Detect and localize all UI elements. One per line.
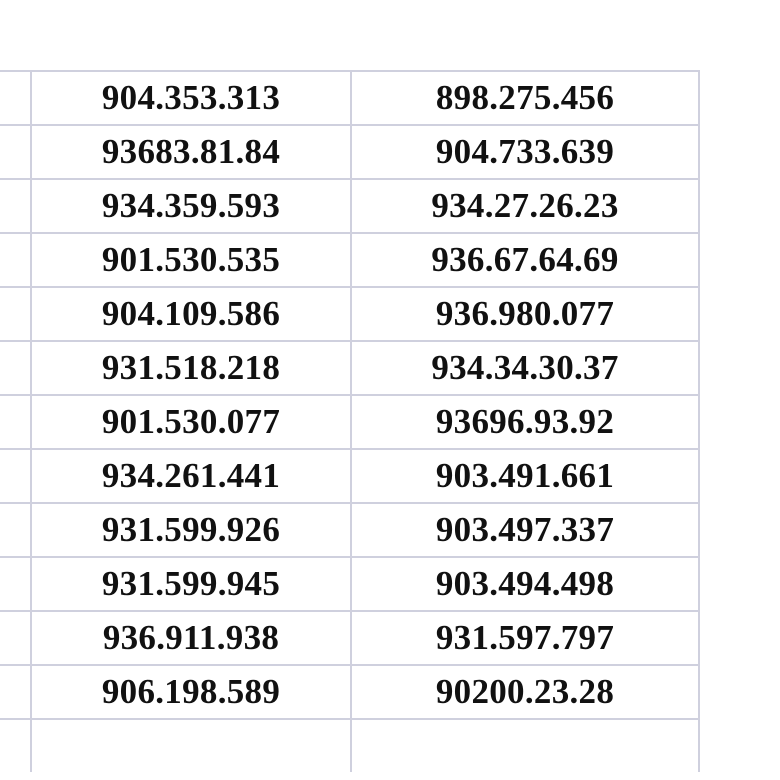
table-row [0, 395, 699, 449]
table-cell-col-b[interactable]: 903.494.498 [351, 557, 699, 611]
table-cell-col-a[interactable]: 93683.81.84 [31, 125, 351, 179]
table-cell-col-b[interactable]: 90200.23.28 [351, 665, 699, 719]
row-edge-cell[interactable] [0, 503, 31, 557]
row-edge-cell[interactable] [0, 71, 31, 125]
row-edge-cell[interactable] [0, 395, 31, 449]
table-row [0, 179, 699, 233]
table-row [0, 125, 699, 179]
table-cell-col-a[interactable]: 931.518.218 [31, 341, 351, 395]
table-cell-col-b[interactable]: 936.980.077 [351, 287, 699, 341]
row-edge-cell[interactable] [0, 557, 31, 611]
row-edge-cell[interactable] [0, 287, 31, 341]
table-row [0, 449, 699, 503]
table-cell-col-a[interactable]: 904.109.586 [31, 287, 351, 341]
phone-number-table [0, 70, 700, 772]
table-cell-col-b[interactable]: 934.34.30.37 [351, 341, 699, 395]
table-row [0, 233, 699, 287]
row-edge-cell[interactable] [0, 179, 31, 233]
table-cell-col-b[interactable]: 903.497.337 [351, 503, 699, 557]
row-edge-cell[interactable] [0, 719, 31, 772]
table-cell-col-a[interactable]: 931.599.926 [31, 503, 351, 557]
row-edge-cell[interactable] [0, 665, 31, 719]
table-row [0, 341, 699, 395]
table-cell-col-a[interactable] [31, 719, 351, 772]
row-edge-cell[interactable] [0, 611, 31, 665]
table-row [0, 71, 699, 125]
table-cell-col-b[interactable]: 898.275.456 [351, 71, 699, 125]
empty-table-row [0, 719, 699, 772]
table-row [0, 557, 699, 611]
table-cell-col-b[interactable] [351, 719, 699, 772]
table-cell-col-a[interactable]: 901.530.535 [31, 233, 351, 287]
table-cell-col-b[interactable]: 931.597.797 [351, 611, 699, 665]
row-edge-cell[interactable] [0, 341, 31, 395]
table-row [0, 665, 699, 719]
table-cell-col-a[interactable]: 934.359.593 [31, 179, 351, 233]
table-cell-col-a[interactable]: 906.198.589 [31, 665, 351, 719]
table-cell-col-b[interactable]: 936.67.64.69 [351, 233, 699, 287]
table-cell-col-b[interactable]: 904.733.639 [351, 125, 699, 179]
table-cell-col-a[interactable]: 934.261.441 [31, 449, 351, 503]
table-cell-col-b[interactable]: 934.27.26.23 [351, 179, 699, 233]
table-cell-col-a[interactable]: 904.353.313 [31, 71, 351, 125]
table-row [0, 503, 699, 557]
table-cell-col-b[interactable]: 93696.93.92 [351, 395, 699, 449]
table-cell-col-a[interactable]: 936.911.938 [31, 611, 351, 665]
row-edge-cell[interactable] [0, 233, 31, 287]
table-row [0, 611, 699, 665]
table-row [0, 287, 699, 341]
table-cell-col-a[interactable]: 931.599.945 [31, 557, 351, 611]
row-edge-cell[interactable] [0, 449, 31, 503]
table-cell-col-a[interactable]: 901.530.077 [31, 395, 351, 449]
row-edge-cell[interactable] [0, 125, 31, 179]
table-cell-col-b[interactable]: 903.491.661 [351, 449, 699, 503]
